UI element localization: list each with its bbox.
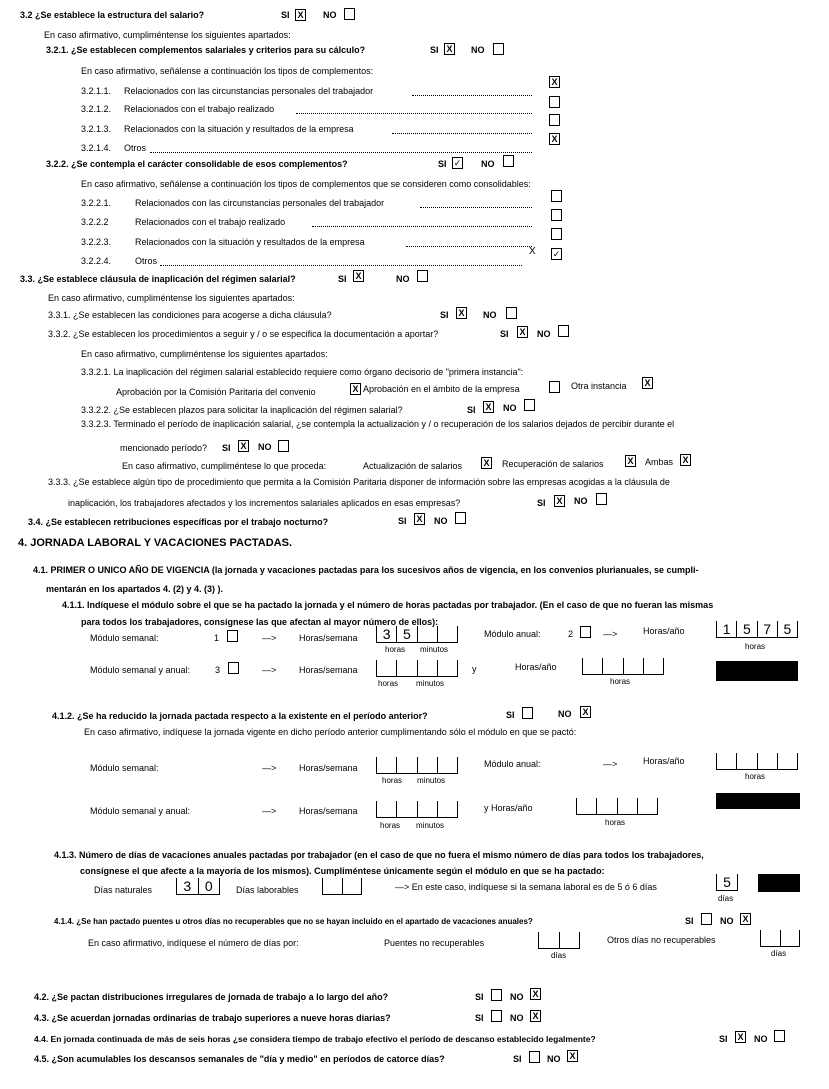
opt-label: Otra instancia — [571, 381, 627, 391]
q-4-1-cont: mentarán en los apartados 4. (2) y 4. (3) ). — [46, 584, 224, 594]
minutos-caption: minutos — [420, 645, 449, 654]
ambas-checkbox[interactable]: X — [680, 454, 691, 466]
stray-x-mark: X — [529, 246, 536, 257]
digit: 7 — [757, 621, 777, 637]
dias-naturales-field[interactable] — [176, 878, 220, 895]
modulo-semanal-checkbox[interactable] — [227, 630, 238, 642]
prev-horas-anio-field-2[interactable] — [576, 798, 658, 815]
n3: 3 — [215, 665, 221, 675]
digit: 1 — [716, 621, 736, 637]
item-label: Relacionados con el trabajo realizado — [135, 217, 286, 227]
note: En caso afirmativo, señálense a continuación los tipos de complementos: — [81, 66, 374, 76]
item-3-2-2-2-checkbox[interactable] — [551, 209, 562, 221]
q-4-1-1-cont: para todos los trabajadores, consígnese las que afectan al mayor número de ellos): — [81, 617, 439, 627]
y-label: y — [472, 664, 477, 674]
q-4-4: 4.4. En jornada continuada de más de seis horas ¿se considera tiempo de trabajo efectivo el período de descanso establecido legalmente? — [34, 1034, 596, 1044]
modulo-anual-checkbox[interactable] — [580, 626, 591, 638]
item-label: Relacionados con las circunstancias personales del trabajador — [135, 198, 385, 208]
digit: 3 — [376, 626, 396, 642]
item-num: 3.2.2.2 — [81, 217, 109, 227]
modulo-semanal-label: Módulo semanal: — [90, 633, 159, 643]
item-3-2-1-1-checkbox[interactable]: X — [549, 76, 560, 88]
q-3-3-no-checkbox[interactable] — [417, 270, 428, 282]
hs-label: Horas/semana — [299, 633, 358, 643]
q-3-3-1-no-checkbox[interactable] — [506, 307, 517, 319]
q-4-1-4-no-checkbox[interactable]: X — [740, 913, 751, 925]
q-3-3-2-no-checkbox[interactable] — [558, 325, 569, 337]
modulo-sem-anual-label: Módulo semanal y anual: — [90, 665, 191, 675]
prev-horas-anio-field[interactable] — [716, 753, 798, 770]
minutos-caption: minutos — [416, 821, 445, 830]
horas-caption: horas — [385, 645, 406, 654]
digit: 3 — [176, 878, 198, 894]
q-3-3-2-2: 3.3.2.2. ¿Se establecen plazos para solicitar la inaplicación del régimen salarial? — [81, 405, 403, 415]
si-label: SI — [685, 916, 694, 926]
item-num: 3.2.2.3. — [81, 237, 112, 247]
horas-semana-field[interactable] — [376, 626, 458, 643]
hs-label: Horas/semana — [299, 665, 358, 675]
q-4-5: 4.5. ¿Son acumulables los descansos semanales de "día y medio" en períodos de catorce días? — [34, 1054, 445, 1064]
note: En caso afirmativo, indíquese la jornada vigente en dicho período anterior cumplimentando sólo el módulo en que se pactó: — [84, 727, 577, 737]
q-3-3-2-3-no-checkbox[interactable] — [278, 440, 289, 452]
q-3-2-2-no-checkbox[interactable] — [503, 155, 514, 167]
no-label: NO — [510, 992, 524, 1002]
q-4-1-2-no-checkbox[interactable]: X — [580, 706, 591, 718]
item-label: Relacionados con las circunstancias personales del trabajador — [124, 86, 374, 96]
digit: 0 — [198, 878, 221, 894]
q-3-3-3-no-checkbox[interactable] — [596, 493, 607, 505]
q-3-2-1: 3.2.1. ¿Se establecen complementos salariales y criterios para su cálculo? — [46, 45, 366, 55]
no-label: NO — [323, 10, 337, 20]
si-label: SI — [475, 1013, 484, 1023]
q-4-2-no-checkbox[interactable]: X — [530, 988, 541, 1000]
q-4-1-3-cont: consígnese el que afecte a la mayoría de los mismos). Cumpliméntese únicamente según el módulo en que se ha pactado: — [80, 866, 605, 876]
section-title: 4. JORNADA LABORAL Y VACACIONES PACTADAS. — [18, 537, 293, 549]
q-3-3-2-si-checkbox[interactable]: X — [517, 326, 528, 338]
opt-empresa-checkbox[interactable] — [549, 381, 560, 393]
no-label: NO — [471, 45, 485, 55]
opt-label: Aprobación en el ámbito de la empresa — [363, 384, 520, 394]
n2: 2 — [568, 629, 574, 639]
arrow: —> — [262, 763, 277, 773]
q-3-2-si-checkbox[interactable]: X — [295, 9, 306, 21]
q-3-4: 3.4. ¿Se establecen retribuciones específicas por el trabajo nocturno? — [28, 517, 329, 527]
opt-label: Actualización de salarios — [363, 461, 463, 471]
no-label: NO — [537, 329, 551, 339]
recuperacion-checkbox[interactable]: X — [625, 455, 636, 467]
blacked-out-box — [758, 874, 800, 892]
item-3-2-1-4-checkbox[interactable]: X — [549, 133, 560, 145]
digit: 5 — [716, 874, 738, 890]
digit — [417, 626, 437, 642]
item-3-2-2-1-checkbox[interactable] — [551, 190, 562, 202]
q-4-1-2-si-checkbox[interactable] — [522, 707, 533, 719]
digit — [437, 626, 458, 642]
dias-caption: días — [771, 949, 787, 958]
no-label: NO — [754, 1034, 768, 1044]
item-label: Otros — [124, 143, 147, 153]
digit: 5 — [396, 626, 416, 642]
no-label: NO — [574, 496, 588, 506]
q-4-4-no-checkbox[interactable] — [774, 1030, 785, 1042]
arrow: —> — [603, 629, 618, 639]
q-3-3-2-3: 3.3.2.3. Terminado el período de inaplicación salarial, ¿se contempla la actualización y / o recuperación de los salarios dejados de percibir durante el — [81, 419, 675, 429]
q-4-3-no-checkbox[interactable]: X — [530, 1010, 541, 1022]
blacked-out-box — [716, 793, 800, 809]
horas-caption: horas — [378, 679, 399, 688]
actualizacion-checkbox[interactable]: X — [481, 457, 492, 469]
arrow: —> — [603, 759, 618, 769]
opt-comision-paritaria-checkbox[interactable]: X — [350, 383, 361, 395]
dias-naturales-label: Días naturales — [94, 885, 153, 895]
q-4-5-no-checkbox[interactable]: X — [567, 1050, 578, 1062]
prev-horas-semana-field[interactable] — [376, 757, 458, 774]
q-3-3-si-checkbox[interactable]: X — [353, 270, 364, 282]
item-label: Otros — [135, 256, 158, 266]
q-4-1-1: 4.1.1. Indíquese el módulo sobre el que se ha pactado la jornada y el número de horas pactadas por trabajador. (En el caso de que no fueran las mismas — [62, 600, 714, 610]
item-num: 3.2.1.2. — [81, 104, 112, 114]
horas-caption: horas — [382, 776, 403, 785]
item-label: Relacionados con el trabajo realizado — [124, 104, 275, 114]
q-3-3: 3.3. ¿Se establece cláusula de inaplicación del régimen salarial? — [20, 274, 296, 284]
note: En caso afirmativo, señálense a continuación los tipos de complementos que se consideren como consolidables: — [81, 179, 531, 189]
ha-label: Horas/año — [643, 756, 685, 766]
arrow: —> — [262, 806, 277, 816]
no-label: NO — [483, 310, 497, 320]
item-num: 3.2.1.1. — [81, 86, 112, 96]
si-label: SI — [500, 329, 509, 339]
dias-laborables-label: Días laborables — [236, 885, 299, 895]
q-4-4-si-checkbox[interactable]: X — [735, 1031, 746, 1043]
horas-caption: horas — [745, 642, 766, 651]
item-3-2-1-3-checkbox[interactable] — [549, 114, 560, 126]
q-3-3-3-cont: inaplicación, los trabajadores afectados y los incrementos salariales aplicados en esas empresas? — [68, 498, 461, 508]
otros-dias-label: Otros días no recuperables — [607, 935, 716, 945]
horas-caption: horas — [380, 821, 401, 830]
q-3-3-3-si-checkbox[interactable]: X — [554, 495, 565, 507]
item-label: Relacionados con la situación y resultados de la empresa — [124, 124, 354, 134]
dias-caption: días — [551, 951, 567, 960]
yha-label: y Horas/año — [484, 803, 533, 813]
arrow: —> — [262, 633, 277, 643]
horas-caption: horas — [745, 772, 766, 781]
modulo-anual-label: Módulo anual: — [484, 629, 541, 639]
q-3-3-1-si-checkbox[interactable]: X — [456, 307, 467, 319]
horas-semana-field-2[interactable] — [376, 660, 458, 677]
q-3-2-1-si-checkbox[interactable]: X — [444, 43, 455, 55]
no-label: NO — [481, 159, 495, 169]
puentes-label: Puentes no recuperables — [384, 938, 485, 948]
modulo-anual-label: Módulo anual: — [484, 759, 541, 769]
minutos-caption: minutos — [416, 679, 445, 688]
arrow: —> — [262, 665, 277, 675]
note: En caso afirmativo, cumpliméntense los siguientes apartados: — [81, 349, 328, 359]
q-4-5-si-checkbox[interactable] — [529, 1051, 540, 1063]
si-label: SI — [513, 1054, 522, 1064]
si-label: SI — [398, 516, 407, 526]
no-label: NO — [510, 1013, 524, 1023]
item-3-2-1-2-checkbox[interactable] — [549, 96, 560, 108]
blacked-out-box — [716, 661, 798, 681]
horas-caption: horas — [610, 677, 631, 686]
item-label: Relacionados con la situación y resultados de la empresa — [135, 237, 365, 247]
dias-laborables-field[interactable] — [322, 878, 362, 895]
si-label: SI — [281, 10, 290, 20]
q-3-2-2-si-checkbox[interactable]: ✓ — [453, 158, 462, 168]
modulo-sem-anual-checkbox[interactable] — [228, 662, 239, 674]
q-3-2: 3.2 ¿Se establece la estructura del salario? — [20, 10, 205, 20]
otros-dias-field[interactable] — [760, 930, 800, 947]
item-3-2-2-3-checkbox[interactable] — [551, 228, 562, 240]
no-label: NO — [558, 709, 572, 719]
q-3-3-2-2-si-checkbox[interactable]: X — [483, 401, 494, 413]
digit: 5 — [736, 621, 756, 637]
si-label: SI — [467, 405, 476, 415]
note: En caso afirmativo, cumpliméntese lo que proceda: — [122, 461, 327, 471]
q-3-3-2-3-cont: mencionado período? — [120, 443, 208, 453]
q-4-2-si-checkbox[interactable] — [491, 989, 502, 1001]
opt-label: Aprobación por la Comisión Paritaria del convenio — [116, 387, 316, 397]
q-3-3-1: 3.3.1. ¿Se establecen las condiciones para acogerse a dicha cláusula? — [48, 310, 332, 320]
q-3-3-3: 3.3.3. ¿Se establece algún tipo de procedimiento que permita a la Comisión Paritaria disponer de información sobre las empresas acogidas a la cláusula de — [48, 477, 670, 487]
hs-label: Horas/semana — [299, 806, 358, 816]
q-3-2-1-no-checkbox[interactable] — [493, 43, 504, 55]
q-4-1: 4.1. PRIMER O UNICO AÑO DE VIGENCIA (la jornada y vacaciones pactadas para los sucesivos años de vigencia, en los convenios plurianuales, se cumpli- — [33, 565, 699, 575]
q-3-4-no-checkbox[interactable] — [455, 512, 466, 524]
si-label: SI — [537, 498, 546, 508]
q-3-2-2: 3.2.2. ¿Se contempla el carácter consolidable de esos complementos? — [46, 159, 348, 169]
item-num: 3.2.2.1. — [81, 198, 112, 208]
horas-caption: horas — [605, 818, 626, 827]
item-num: 3.2.2.4. — [81, 256, 112, 266]
no-label: NO — [258, 442, 272, 452]
si-label: SI — [438, 159, 447, 169]
q-4-1-4-si-checkbox[interactable] — [701, 913, 712, 925]
ha-label: Horas/año — [515, 662, 557, 672]
si-label: SI — [338, 274, 347, 284]
digit: 5 — [777, 621, 798, 637]
si-label: SI — [430, 45, 439, 55]
no-label: NO — [720, 916, 734, 926]
q-3-3-2-1: 3.3.2.1. La inaplicación del régimen salarial establecido requiere como órgano decisorio de "primera instancia": — [81, 367, 524, 377]
opt-otra-instancia-checkbox[interactable]: X — [642, 377, 653, 389]
si-label: SI — [719, 1034, 728, 1044]
semana-laboral-label: —> En este caso, indíquese si la semana laboral es de 5 ó 6 días — [395, 882, 657, 892]
si-label: SI — [440, 310, 449, 320]
q-4-1-3: 4.1.3. Número de días de vacaciones anuales pactadas por trabajador (en el caso de que no fuera el mismo número de días para todos los trabajadores, — [54, 850, 704, 860]
dias-caption: días — [718, 894, 734, 903]
q-3-3-2-2-no-checkbox[interactable] — [524, 399, 535, 411]
item-3-2-2-4-checkbox[interactable]: ✓ — [552, 249, 561, 259]
ha-label: Horas/año — [643, 626, 685, 636]
no-label: NO — [396, 274, 410, 284]
prev-horas-semana-field-2[interactable] — [376, 801, 458, 818]
n1: 1 — [214, 633, 220, 643]
horas-anio-field[interactable] — [716, 621, 798, 638]
q-4-2: 4.2. ¿Se pactan distribuciones irregulares de jornada de trabajo a lo largo del año? — [34, 992, 389, 1002]
si-label: SI — [475, 992, 484, 1002]
note: En caso afirmativo, cumpliméntense los siguientes apartados: — [44, 30, 291, 40]
q-4-3-si-checkbox[interactable] — [491, 1010, 502, 1022]
modulo-sem-anual-label: Módulo semanal y anual: — [90, 806, 191, 816]
note: En caso afirmativo, indíquese el número de días por: — [88, 938, 299, 948]
q-4-3: 4.3. ¿Se acuerdan jornadas ordinarias de trabajo superiores a nueve horas diarias? — [34, 1013, 391, 1023]
q-4-1-2: 4.1.2. ¿Se ha reducido la jornada pactada respecto a la existente en el período anterior? — [52, 711, 428, 721]
q-3-3-2: 3.3.2. ¿Se establecen los procedimientos a seguir y / o se especifica la documentación a aportar? — [48, 329, 439, 339]
semana-laboral-field[interactable] — [716, 874, 738, 891]
item-num: 3.2.1.4. — [81, 143, 112, 153]
q-3-4-si-checkbox[interactable]: X — [414, 513, 425, 525]
q-4-1-4: 4.1.4. ¿Se han pactado puentes u otros días no recuperables que no se hayan incluido en el apartado de vacaciones anuales? — [54, 917, 533, 926]
si-label: SI — [506, 710, 515, 720]
opt-label: Ambas — [645, 457, 674, 467]
opt-label: Recuperación de salarios — [502, 459, 604, 469]
q-3-2-no-checkbox[interactable] — [344, 8, 355, 20]
no-label: NO — [503, 403, 517, 413]
q-3-3-2-3-si-checkbox[interactable]: X — [238, 440, 249, 452]
no-label: NO — [547, 1054, 561, 1064]
hs-label: Horas/semana — [299, 763, 358, 773]
horas-anio-field-2[interactable] — [582, 658, 664, 675]
no-label: NO — [434, 516, 448, 526]
puentes-field[interactable] — [538, 932, 580, 949]
item-num: 3.2.1.3. — [81, 124, 112, 134]
si-label: SI — [222, 443, 231, 453]
note: En caso afirmativo, cumpliméntense los siguientes apartados: — [48, 293, 295, 303]
modulo-semanal-label: Módulo semanal: — [90, 763, 159, 773]
minutos-caption: minutos — [417, 776, 446, 785]
